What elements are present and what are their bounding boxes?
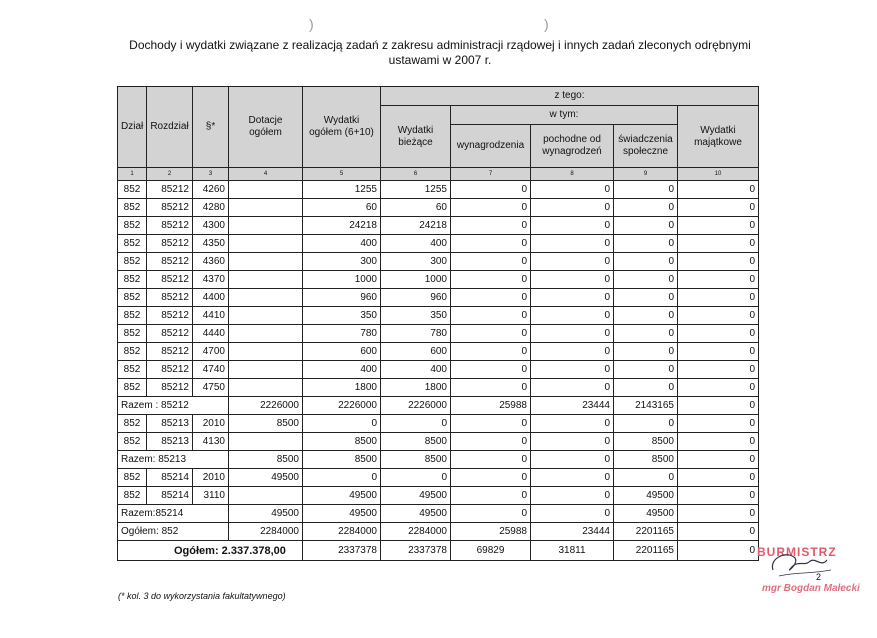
majatkowe-cell: 0 [678, 325, 759, 343]
grand-total-label: Ogółem: 2.337.378,00 [118, 541, 303, 561]
swiadczenia-cell: 0 [614, 361, 678, 379]
table-row [118, 415, 759, 433]
majatkowe-cell: 0 [678, 253, 759, 271]
pochodne-cell: 0 [531, 325, 614, 343]
wynagrodzenia-cell: 25988 [451, 523, 531, 541]
swiadczenia-cell: 2201165 [614, 541, 678, 561]
wynagrodzenia-cell: 25988 [451, 397, 531, 415]
pochodne-cell: 0 [531, 361, 614, 379]
wynagrodzenia-cell: 0 [451, 271, 531, 289]
swiadczenia-cell: 0 [614, 469, 678, 487]
swiadczenia-cell: 0 [614, 379, 678, 397]
swiadczenia-cell: 0 [614, 307, 678, 325]
wydatki-biezace-cell: 2284000 [381, 523, 451, 541]
col-header-z-tego: z tego: [381, 87, 759, 106]
swiadczenia-cell: 49500 [614, 505, 678, 523]
paragraf-cell: 4750 [193, 379, 229, 397]
paragraf-cell: 4370 [193, 271, 229, 289]
dotacje-cell [229, 235, 303, 253]
dotacje-cell [229, 487, 303, 505]
dzial-cell: 852 [118, 271, 147, 289]
wynagrodzenia-cell: 0 [451, 199, 531, 217]
wynagrodzenia-cell: 0 [451, 487, 531, 505]
majatkowe-cell: 0 [678, 451, 759, 469]
pochodne-cell: 0 [531, 415, 614, 433]
paragraf-cell: 4360 [193, 253, 229, 271]
wynagrodzenia-cell: 0 [451, 253, 531, 271]
dotacje-cell [229, 379, 303, 397]
wynagrodzenia-cell: 0 [451, 379, 531, 397]
paragraf-cell: 4130 [193, 433, 229, 451]
wydatki-ogolem-cell: 350 [303, 307, 381, 325]
col-header-pochodne: pochodne od wynagrodzeń [531, 125, 614, 168]
majatkowe-cell: 0 [678, 181, 759, 199]
table-row [118, 487, 759, 505]
subtotal-row [118, 505, 759, 523]
majatkowe-cell: 0 [678, 289, 759, 307]
majatkowe-cell: 0 [678, 469, 759, 487]
dotacje-cell [229, 289, 303, 307]
table-row [118, 361, 759, 379]
paragraf-cell: 4410 [193, 307, 229, 325]
majatkowe-cell: 0 [678, 433, 759, 451]
wydatki-ogolem-cell: 400 [303, 361, 381, 379]
column-number: 2 [147, 168, 193, 181]
dotacje-cell [229, 217, 303, 235]
swiadczenia-cell: 0 [614, 217, 678, 235]
wydatki-ogolem-cell: 780 [303, 325, 381, 343]
majatkowe-cell: 0 [678, 343, 759, 361]
pochodne-cell: 31811 [531, 541, 614, 561]
dotacje-cell: 8500 [229, 415, 303, 433]
swiadczenia-cell: 0 [614, 415, 678, 433]
row-label: Razem: 85213 [118, 451, 229, 469]
pochodne-cell: 0 [531, 343, 614, 361]
swiadczenia-cell: 0 [614, 235, 678, 253]
swiadczenia-cell: 0 [614, 271, 678, 289]
col-header-wydatki-biezace: Wydatki bieżące [381, 106, 451, 168]
wynagrodzenia-cell: 0 [451, 235, 531, 253]
wydatki-ogolem-cell: 300 [303, 253, 381, 271]
table-row [118, 199, 759, 217]
wydatki-biezace-cell: 960 [381, 289, 451, 307]
paragraf-cell: 4700 [193, 343, 229, 361]
paragraf-cell: 3110 [193, 487, 229, 505]
column-number: 1 [118, 168, 147, 181]
wydatki-ogolem-cell: 1255 [303, 181, 381, 199]
wydatki-ogolem-cell: 60 [303, 199, 381, 217]
pochodne-cell: 0 [531, 271, 614, 289]
budget-table [117, 86, 759, 561]
table-row [118, 271, 759, 289]
paragraf-cell: 4300 [193, 217, 229, 235]
wydatki-ogolem-cell: 400 [303, 235, 381, 253]
table-row [118, 253, 759, 271]
majatkowe-cell: 0 [678, 199, 759, 217]
subtotal-row [118, 523, 759, 541]
majatkowe-cell: 0 [678, 415, 759, 433]
table-row [118, 343, 759, 361]
wynagrodzenia-cell: 0 [451, 451, 531, 469]
col-header-majatkowe: Wydatki majątkowe [678, 106, 759, 168]
majatkowe-cell: 0 [678, 397, 759, 415]
rozdzial-cell: 85212 [147, 343, 193, 361]
pochodne-cell: 0 [531, 451, 614, 469]
wydatki-ogolem-cell: 49500 [303, 505, 381, 523]
rozdzial-cell: 85212 [147, 217, 193, 235]
swiadczenia-cell: 2143165 [614, 397, 678, 415]
wynagrodzenia-cell: 0 [451, 325, 531, 343]
table-row [118, 379, 759, 397]
pochodne-cell: 0 [531, 217, 614, 235]
majatkowe-cell: 0 [678, 505, 759, 523]
rozdzial-cell: 85212 [147, 361, 193, 379]
pochodne-cell: 0 [531, 487, 614, 505]
dzial-cell: 852 [118, 379, 147, 397]
table-row [118, 469, 759, 487]
wydatki-biezace-cell: 1255 [381, 181, 451, 199]
dzial-cell: 852 [118, 361, 147, 379]
wynagrodzenia-cell: 0 [451, 217, 531, 235]
document-title [100, 38, 780, 68]
wydatki-ogolem-cell: 1800 [303, 379, 381, 397]
dotacje-cell [229, 361, 303, 379]
wydatki-biezace-cell: 49500 [381, 487, 451, 505]
table-body [118, 181, 759, 561]
dzial-cell: 852 [118, 235, 147, 253]
wydatki-ogolem-cell: 600 [303, 343, 381, 361]
wydatki-biezace-cell: 8500 [381, 433, 451, 451]
wydatki-ogolem-cell: 8500 [303, 433, 381, 451]
subtotal-row [118, 397, 759, 415]
wydatki-biezace-cell: 0 [381, 469, 451, 487]
scan-artifact: ) [309, 16, 314, 32]
dotacje-cell: 2284000 [229, 523, 303, 541]
rozdzial-cell: 85212 [147, 253, 193, 271]
wydatki-biezace-cell: 49500 [381, 505, 451, 523]
wydatki-ogolem-cell: 1000 [303, 271, 381, 289]
pochodne-cell: 0 [531, 181, 614, 199]
wydatki-biezace-cell: 400 [381, 235, 451, 253]
dotacje-cell [229, 325, 303, 343]
swiadczenia-cell: 0 [614, 253, 678, 271]
rozdzial-cell: 85213 [147, 415, 193, 433]
wydatki-ogolem-cell: 0 [303, 415, 381, 433]
table-row [118, 235, 759, 253]
pochodne-cell: 23444 [531, 397, 614, 415]
row-label: Razem:85214 [118, 505, 229, 523]
col-header-swiadczenia: świadczenia społeczne [614, 125, 678, 168]
wynagrodzenia-cell: 0 [451, 469, 531, 487]
paragraf-cell: 4740 [193, 361, 229, 379]
row-label: Ogółem: 852 [118, 523, 229, 541]
rozdzial-cell: 85214 [147, 487, 193, 505]
table-row [118, 307, 759, 325]
wydatki-biezace-cell: 350 [381, 307, 451, 325]
table-row [118, 433, 759, 451]
col-header-w-tym: w tym: [451, 106, 678, 125]
wydatki-ogolem-cell: 8500 [303, 451, 381, 469]
column-number: 10 [678, 168, 759, 181]
dzial-cell: 852 [118, 307, 147, 325]
rozdzial-cell: 85212 [147, 271, 193, 289]
wydatki-biezace-cell: 60 [381, 199, 451, 217]
swiadczenia-cell: 8500 [614, 451, 678, 469]
column-number: 6 [381, 168, 451, 181]
majatkowe-cell: 0 [678, 217, 759, 235]
wydatki-ogolem-cell: 2284000 [303, 523, 381, 541]
swiadczenia-cell: 0 [614, 343, 678, 361]
pochodne-cell: 0 [531, 379, 614, 397]
swiadczenia-cell: 0 [614, 325, 678, 343]
swiadczenia-cell: 0 [614, 199, 678, 217]
wydatki-ogolem-cell: 0 [303, 469, 381, 487]
table-row [118, 181, 759, 199]
swiadczenia-cell: 8500 [614, 433, 678, 451]
paragraf-cell: 4260 [193, 181, 229, 199]
subtotal-row [118, 451, 759, 469]
col-header-paragraf: §* [193, 87, 229, 168]
wydatki-biezace-cell: 2337378 [381, 541, 451, 561]
pochodne-cell: 0 [531, 253, 614, 271]
stamp-name: mgr Bogdan Małecki [762, 583, 860, 594]
dzial-cell: 852 [118, 181, 147, 199]
paragraf-cell: 2010 [193, 469, 229, 487]
dzial-cell: 852 [118, 487, 147, 505]
column-number: 4 [229, 168, 303, 181]
grand-total-row [118, 541, 759, 561]
rozdzial-cell: 85212 [147, 289, 193, 307]
wynagrodzenia-cell: 0 [451, 289, 531, 307]
swiadczenia-cell: 49500 [614, 487, 678, 505]
dotacje-cell [229, 181, 303, 199]
majatkowe-cell: 0 [678, 235, 759, 253]
footnote: (* kol. 3 do wykorzystania fakultatywnego) [118, 591, 286, 601]
column-number: 8 [531, 168, 614, 181]
wynagrodzenia-cell: 0 [451, 343, 531, 361]
title-line-2: ustawami w 2007 r. [388, 53, 492, 67]
wynagrodzenia-cell: 0 [451, 307, 531, 325]
pochodne-cell: 0 [531, 307, 614, 325]
rozdzial-cell: 85212 [147, 325, 193, 343]
rozdzial-cell: 85212 [147, 235, 193, 253]
dzial-cell: 852 [118, 469, 147, 487]
dzial-cell: 852 [118, 433, 147, 451]
majatkowe-cell: 0 [678, 541, 759, 561]
wydatki-biezace-cell: 600 [381, 343, 451, 361]
table-row [118, 289, 759, 307]
dotacje-cell [229, 199, 303, 217]
rozdzial-cell: 85212 [147, 181, 193, 199]
pochodne-cell: 0 [531, 433, 614, 451]
paragraf-cell: 4440 [193, 325, 229, 343]
wydatki-biezace-cell: 0 [381, 415, 451, 433]
row-label: Razem : 85212 [118, 397, 229, 415]
wydatki-ogolem-cell: 2226000 [303, 397, 381, 415]
dotacje-cell [229, 253, 303, 271]
scan-artifact: ) [544, 16, 549, 32]
table-row [118, 217, 759, 235]
col-header-wynagrodzenia: wynagrodzenia [451, 125, 531, 168]
wynagrodzenia-cell: 0 [451, 433, 531, 451]
col-header-rozdzial: Rozdział [147, 87, 193, 168]
signature-image [765, 548, 835, 582]
paragraf-cell: 4280 [193, 199, 229, 217]
majatkowe-cell: 0 [678, 487, 759, 505]
dotacje-cell: 2226000 [229, 397, 303, 415]
paragraf-cell: 2010 [193, 415, 229, 433]
rozdzial-cell: 85212 [147, 379, 193, 397]
dotacje-cell [229, 343, 303, 361]
dotacje-cell [229, 271, 303, 289]
wynagrodzenia-cell: 0 [451, 181, 531, 199]
column-number: 5 [303, 168, 381, 181]
wydatki-biezace-cell: 1000 [381, 271, 451, 289]
wydatki-biezace-cell: 1800 [381, 379, 451, 397]
dzial-cell: 852 [118, 199, 147, 217]
majatkowe-cell: 0 [678, 361, 759, 379]
dzial-cell: 852 [118, 325, 147, 343]
dzial-cell: 852 [118, 415, 147, 433]
majatkowe-cell: 0 [678, 379, 759, 397]
column-number: 3 [193, 168, 229, 181]
dotacje-cell: 49500 [229, 469, 303, 487]
wydatki-biezace-cell: 24218 [381, 217, 451, 235]
dzial-cell: 852 [118, 289, 147, 307]
paragraf-cell: 4350 [193, 235, 229, 253]
column-number: 9 [614, 168, 678, 181]
wydatki-ogolem-cell: 49500 [303, 487, 381, 505]
dzial-cell: 852 [118, 343, 147, 361]
swiadczenia-cell: 0 [614, 289, 678, 307]
col-header-dotacje: Dotacje ogółem [229, 87, 303, 168]
title-line-1: Dochody i wydatki związane z realizacją zadań z zakresu administracji rządowej i innych zadań zleconych odrębnymi [129, 38, 751, 52]
rozdzial-cell: 85212 [147, 307, 193, 325]
dotacje-cell: 8500 [229, 451, 303, 469]
wynagrodzenia-cell: 0 [451, 415, 531, 433]
paragraf-cell: 4400 [193, 289, 229, 307]
stamp-title: BURMISTRZ [757, 545, 837, 559]
wynagrodzenia-cell: 0 [451, 361, 531, 379]
wydatki-biezace-cell: 300 [381, 253, 451, 271]
pochodne-cell: 0 [531, 199, 614, 217]
wydatki-biezace-cell: 780 [381, 325, 451, 343]
swiadczenia-cell: 2201165 [614, 523, 678, 541]
wynagrodzenia-cell: 69829 [451, 541, 531, 561]
majatkowe-cell: 0 [678, 523, 759, 541]
col-header-wydatki-ogolem: Wydatki ogółem (6+10) [303, 87, 381, 168]
table-row [118, 325, 759, 343]
page-number: 2 [816, 572, 822, 582]
wydatki-biezace-cell: 400 [381, 361, 451, 379]
dotacje-cell [229, 433, 303, 451]
wydatki-biezace-cell: 8500 [381, 451, 451, 469]
swiadczenia-cell: 0 [614, 181, 678, 199]
dotacje-cell [229, 307, 303, 325]
wydatki-biezace-cell: 2226000 [381, 397, 451, 415]
rozdzial-cell: 85212 [147, 199, 193, 217]
pochodne-cell: 0 [531, 289, 614, 307]
wydatki-ogolem-cell: 2337378 [303, 541, 381, 561]
wydatki-ogolem-cell: 24218 [303, 217, 381, 235]
pochodne-cell: 0 [531, 469, 614, 487]
col-header-dzial: Dział [118, 87, 147, 168]
majatkowe-cell: 0 [678, 271, 759, 289]
pochodne-cell: 0 [531, 235, 614, 253]
pochodne-cell: 23444 [531, 523, 614, 541]
rozdzial-cell: 85213 [147, 433, 193, 451]
dzial-cell: 852 [118, 253, 147, 271]
column-number: 7 [451, 168, 531, 181]
majatkowe-cell: 0 [678, 307, 759, 325]
dotacje-cell: 49500 [229, 505, 303, 523]
wynagrodzenia-cell: 0 [451, 505, 531, 523]
dzial-cell: 852 [118, 217, 147, 235]
rozdzial-cell: 85214 [147, 469, 193, 487]
pochodne-cell: 0 [531, 505, 614, 523]
column-number-row [118, 168, 759, 181]
wydatki-ogolem-cell: 960 [303, 289, 381, 307]
